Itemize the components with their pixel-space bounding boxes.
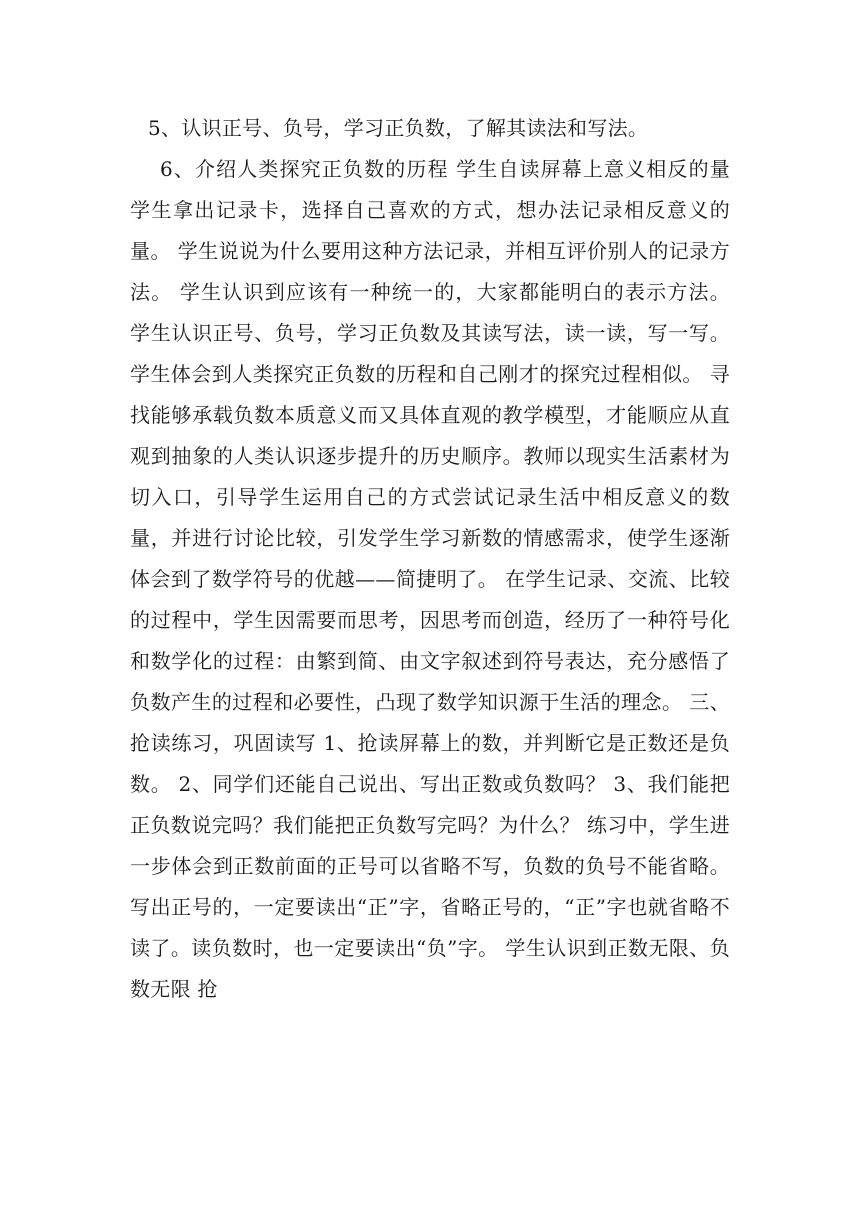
paragraph-2: 6、介绍人类探究正负数的历程 学生自读屏幕上意义相反的量 学生拿出记录卡，选择自己喜欢的方式，想办法记录相反意义的量。 学生说说为什么要用这种方法记录，并相互评价别人的记录方法。 学生认识到应该有一种统一的，大家都能明白的表示方法。 学生认识正号、负号，学习正负数及其读写法，读一读，写一写。 学生体会到人类探究正负数的历程和自己刚才的探究过程相似。 寻找能够承载负数本质意义而又具体直观的教学模型，才能顺应从直观到抽象的人类认识逐步提升的历史顺序。教师以现实生活素材为切入口，引导学生运用自己的方式尝试记录生活中相反意义的数量，并进行讨论比较，引发学生学习新数的情感需求，使学生逐渐体会到了数学符号的优越——简捷明了。 在学生记录、交流、比较的过程中，学生因需要而思考，因思考而创造，经历了一种符号化和数学化的过程：由繁到简、由文字叙述到符号表达，充分感悟了负数产生的过程和必要性，凸现了数学知识源于生活的理念。 三、抢读练习，巩固读写 1、抢读屏幕上的数，并判断它是正数还是负数。 2、同学们还能自己说出、写出正数或负数吗？ 3、我们能把正负数说完吗？我们能把正负数写完吗？为什么？ 练习中，学生进一步体会到正数前面的正号可以省略不写，负数的负号不能省略。写出正号的，一定要读出“正”字，省略正号的，“正”字也就省略不读了。读负数时，也一定要读出“负”字。 学生认识到正数无限、负数无限 抢 [130, 157, 730, 1001]
paragraph-1: 5、认识正号、负号，学习正负数，了解其读法和写法。 [148, 116, 649, 140]
document-body [130, 108, 730, 1010]
